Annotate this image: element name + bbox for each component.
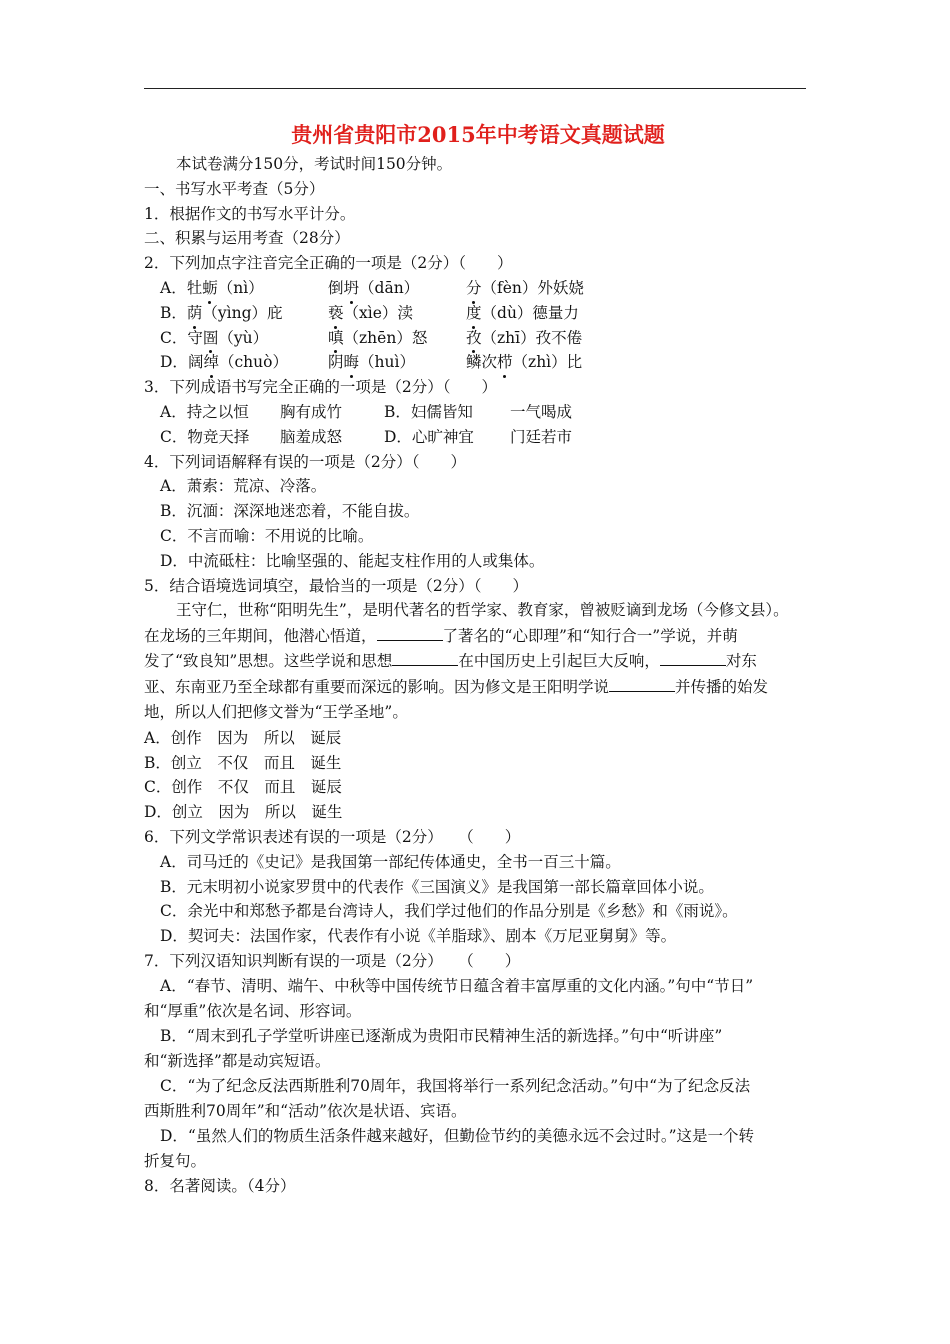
exam-page (144, 118, 814, 1199)
dotted-char: 度 (466, 301, 482, 326)
question-6-option-b: B．元末明初小说家罗贯中的代表作《三国演义》是我国第一部长篇章回体小说。 (160, 877, 714, 896)
question-6-option-d: D．契诃夫：法国作家，代表作有小说《羊脂球》、剧本《万尼亚舅舅》等。 (160, 927, 677, 946)
dotted-char: 栉 (497, 350, 513, 375)
question-4-option-a: A．萧索：荒凉、冷落。 (160, 477, 327, 496)
question-4-option-d: D．中流砥柱：比喻坚强的、能起支柱作用的人或集体。 (160, 551, 545, 570)
question-5-option-c: C．创作 不仅 而且 诞辰 (144, 778, 342, 797)
dotted-char: 坍 (344, 276, 360, 301)
fill-blank (609, 676, 675, 692)
question-5-option-d: D．创立 因为 所以 诞生 (144, 803, 343, 822)
dotted-char: 嗔 (328, 326, 344, 351)
question-6-option-a: A．司马迁的《史记》是我国第一部纪传体通史，全书一百三十篇。 (160, 852, 621, 871)
question-5-option-b: B．创立 不仅 而且 诞生 (144, 753, 342, 772)
question-5-passage: 王守仁，世称“阳明先生”，是明代著名的哲学家、教育家，曾被贬谪到龙场（今修文县）。 在龙场的三年期间，他潜心悟道， 了著名的“心即理”和“知行合一”学说，并萌 发了“致良知”思想。这些学说和思想 在中国历史上引起巨大反响， 对东 亚、东南亚乃至全球都有重要而深远的影响。因为修文是王阳明学说 并传播的始发 地，所以人们把修文誉为“王学圣地”。 (144, 601, 789, 722)
question-3-options-ab: A．持之以恒 胸有成竹 B．妇儒皆知 一气喝成 (160, 402, 573, 421)
question-6-stem: 6．下列文学常识表述有误的一项是（2分） （ ） (144, 828, 521, 847)
question-2-stem: 2．下列加点字注音完全正确的一项是（2分）（ ） (144, 254, 513, 273)
section-2-heading: 二、积累与运用考查（28分） (144, 229, 350, 248)
section-1-heading: 一、书写水平考查（5分） (144, 179, 325, 198)
dotted-char: 蛎 (202, 276, 218, 301)
question-1: 1．根据作文的书写水平计分。 (144, 204, 356, 223)
question-7-stem: 7．下列汉语知识判断有误的一项是（2分） （ ） (144, 952, 521, 971)
question-2-option-d: D．阔绰（chuò） 阴晦（huì） 鳞次栉（zhì）比 (144, 350, 814, 375)
question-6-option-c: C．余光中和郑愁予都是台湾诗人，我们学过他们的作品分别是《乡愁》和《雨说》。 (160, 902, 738, 921)
dotted-char: 亵 (328, 301, 344, 326)
question-2-option-c: C．守圄（yù） 嗔（zhēn）怒 孜（zhī）孜不倦 (144, 326, 814, 351)
page-title: 贵州省贵阳市2015年中考语文真题试题 (291, 122, 665, 147)
fill-blank (660, 650, 726, 666)
question-8-stem: 8．名著阅读。（4分） (144, 1176, 296, 1195)
question-5-option-a: A．创作 因为 所以 诞辰 (144, 728, 342, 747)
dotted-char: 绰 (203, 350, 219, 375)
dotted-char: 圄 (203, 326, 219, 351)
question-5-stem: 5．结合语境选词填空，最恰当的一项是（2分）（ ） (144, 576, 528, 595)
question-4-option-b: B．沉湎：深深地迷恋着，不能自拔。 (160, 502, 420, 521)
question-4-stem: 4．下列词语解释有误的一项是（2分）（ ） (144, 452, 466, 471)
intro-text: 本试卷满分150分，考试时间150分钟。 (176, 155, 453, 173)
question-3-stem: 3．下列成语书写完全正确的一项是（2分）（ ） (144, 378, 497, 397)
dotted-char: 荫 (187, 301, 203, 326)
fill-blank (377, 625, 443, 641)
question-3-options-cd: C．物竞天择 脑羞成怒 D．心旷神宜 门廷若市 (160, 427, 573, 446)
question-2-option-b: B．荫（yìng）庇 亵（xìe）渎 度（dù）德量力 (144, 301, 814, 326)
question-4-option-c: C．不言而喻：不用说的比喻。 (160, 526, 374, 545)
header-rule (144, 88, 806, 89)
fill-blank (392, 650, 458, 666)
question-2-option-a: A．牡蛎（nì） 倒坍（dān） 分（fèn）外妖娆 (144, 276, 814, 301)
dotted-char: 分 (466, 276, 482, 301)
dotted-char: 孜 (466, 326, 482, 351)
question-7-options: A．“春节、清明、端午、中秋等中国传统节日蕴含着丰富厚重的文化内涵。”句中“节日” 和“厚重”依次是名词、形容词。 B．“周末到孔子学堂听讲座已逐渐成为贵阳市民精神生活的新选择。”句中“听讲座” 和“新选择”都是动宾短语。 C．“为了纪念反法西斯胜利70周年，我国将举行一系列纪念活动。”句中“为了纪念反法 西斯胜利70周年”和“活动”依次是状语、宾语。 D．“虽然人们的物质生活条件越来越好，但勤俭节约的美德永远不会过时。”这是一个转 折复句。 (144, 976, 755, 1170)
dotted-char: 晦 (344, 350, 360, 375)
